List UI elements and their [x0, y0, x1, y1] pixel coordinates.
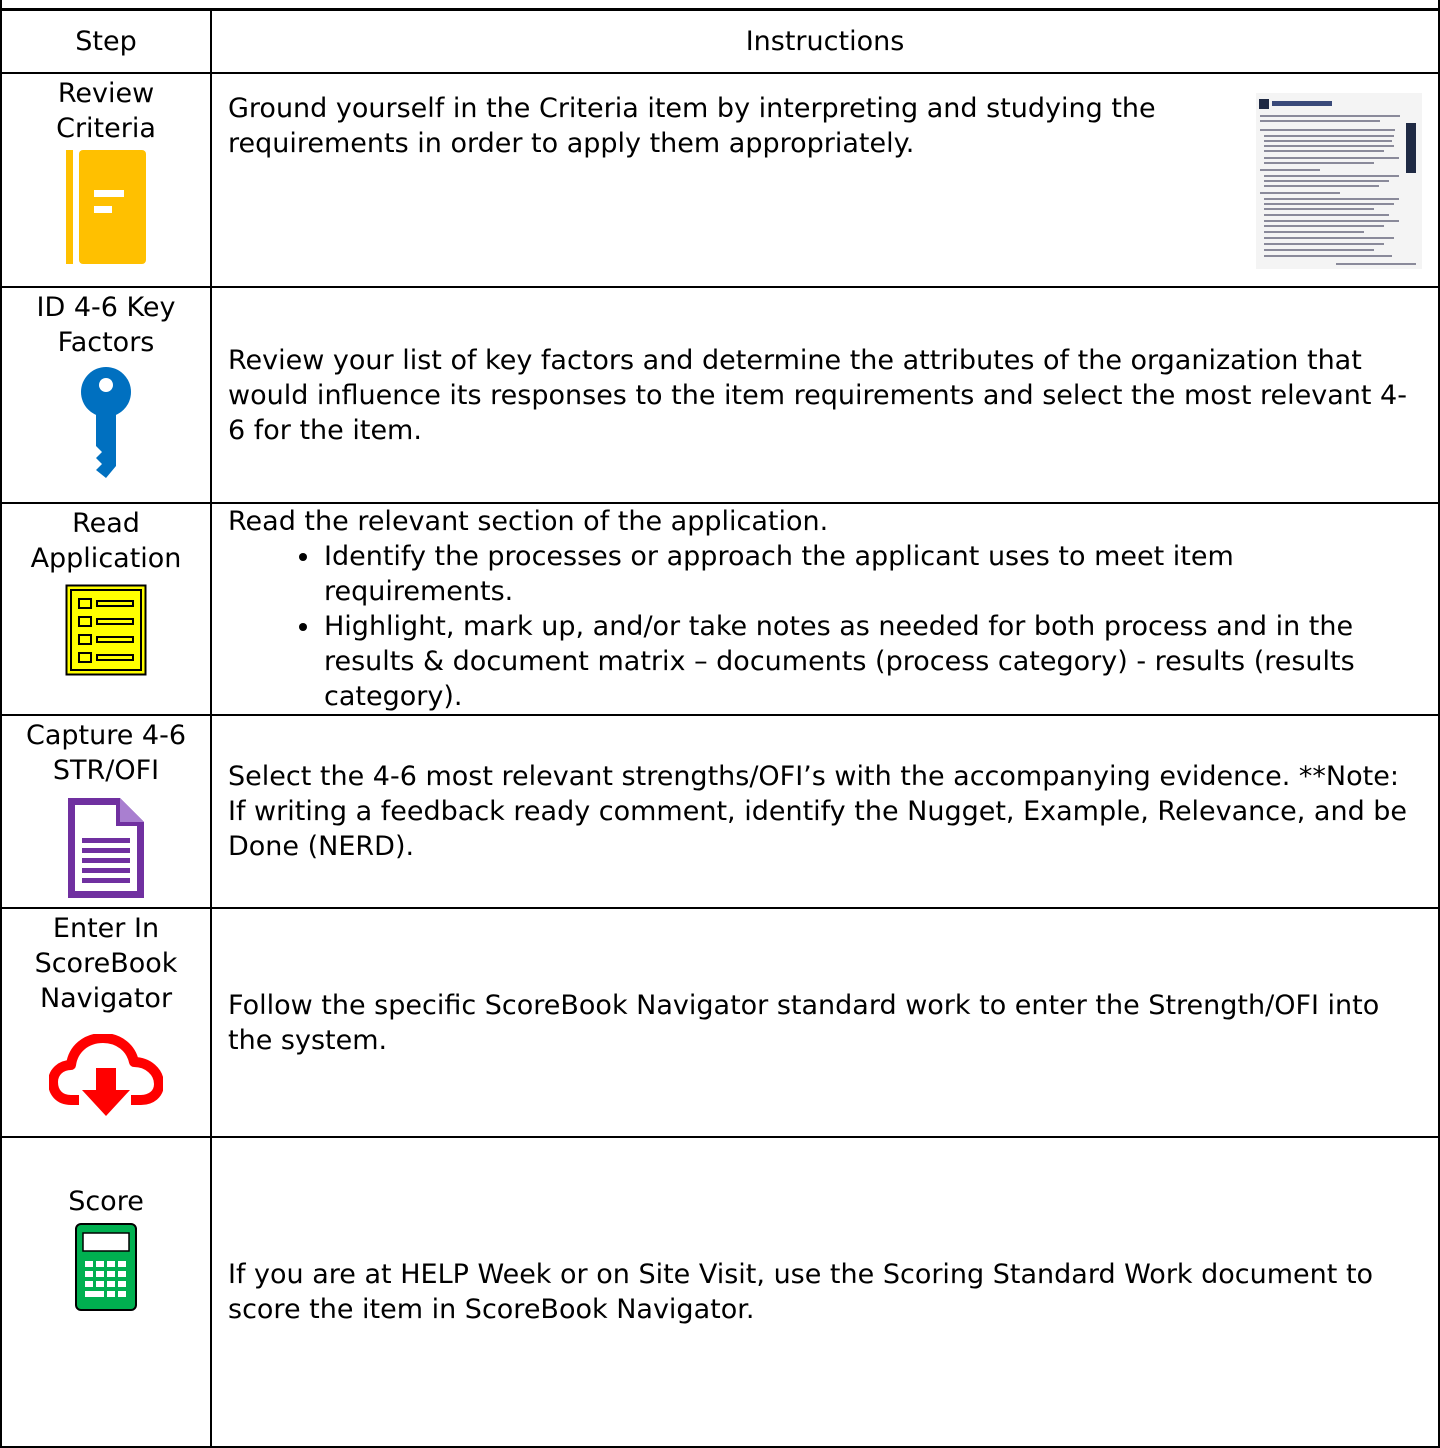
instruction-cell	[211, 287, 1439, 503]
step-cell	[1, 715, 211, 908]
list-item: • Identify the processes or approach the applicant uses to meet item requirements.	[322, 539, 1424, 609]
instruction-cell	[211, 715, 1439, 908]
instruction-text: Read the relevant section of the application.	[228, 506, 829, 537]
instruction-text: If you are at HELP Week or on Site Visit, use the Scoring Standard Work document to score the item in ScoreBook Navigator.	[228, 1259, 1374, 1325]
instruction-cell	[211, 503, 1439, 715]
table-row	[1, 287, 1439, 503]
notebook-icon	[66, 150, 146, 264]
step-cell	[1, 73, 211, 287]
instruction-text: Review your list of key factors and determine the attributes of the organization that would influence its responses to the item requirements and select the most relevant 4-6 for the item.	[228, 344, 1407, 446]
step-label: Review Criteria	[56, 78, 156, 144]
instruction-text: Ground yourself in the Criteria item by interpreting and studying the requirements in order to apply them appropriately.	[228, 93, 1156, 159]
document-icon	[68, 798, 144, 898]
header-row	[1, 10, 1439, 73]
key-icon	[80, 366, 132, 478]
table-row	[1, 503, 1439, 715]
table-row	[1, 715, 1439, 908]
step-cell	[1, 503, 211, 715]
step-label: Score	[68, 1186, 144, 1217]
step-cell	[1, 908, 211, 1137]
instruction-cell	[211, 1137, 1439, 1447]
checklist-icon	[65, 584, 147, 676]
step-label: Read Application	[30, 508, 182, 574]
list-item: • Highlight, mark up, and/or take notes as needed for both process and in the results & document matrix – documents (process category) - results (results category).	[322, 609, 1424, 714]
table-row	[1, 1137, 1439, 1447]
instructions-header: Instructions	[211, 10, 1439, 73]
instruction-text: Select the 4-6 most relevant strengths/OFI’s with the accompanying evidence. **Note: If writing a feedback ready comment, identify the Nugget, Example, Relevance, and be Done (NERD).	[228, 761, 1408, 862]
table-row	[1, 908, 1439, 1137]
table-row	[1, 73, 1439, 287]
step-header: Step	[1, 10, 211, 73]
step-label: Capture 4-6 STR/OFI	[25, 720, 187, 786]
instruction-text: Follow the specific ScoreBook Navigator standard work to enter the Strength/OFI into the system.	[228, 989, 1380, 1056]
instruction-cell	[211, 908, 1439, 1137]
standard-work-table	[0, 9, 1440, 1448]
step-label: Enter In ScoreBook Navigator	[34, 913, 178, 1014]
step-label: ID 4-6 Key Factors	[36, 292, 176, 358]
step-cell	[1, 1137, 211, 1447]
instruction-cell	[211, 73, 1439, 287]
step-cell	[1, 287, 211, 503]
calculator-icon	[75, 1223, 137, 1311]
cloud-download-icon	[49, 1034, 163, 1118]
bullet-list	[228, 539, 1424, 714]
criteria-page-thumbnail	[1256, 93, 1422, 269]
